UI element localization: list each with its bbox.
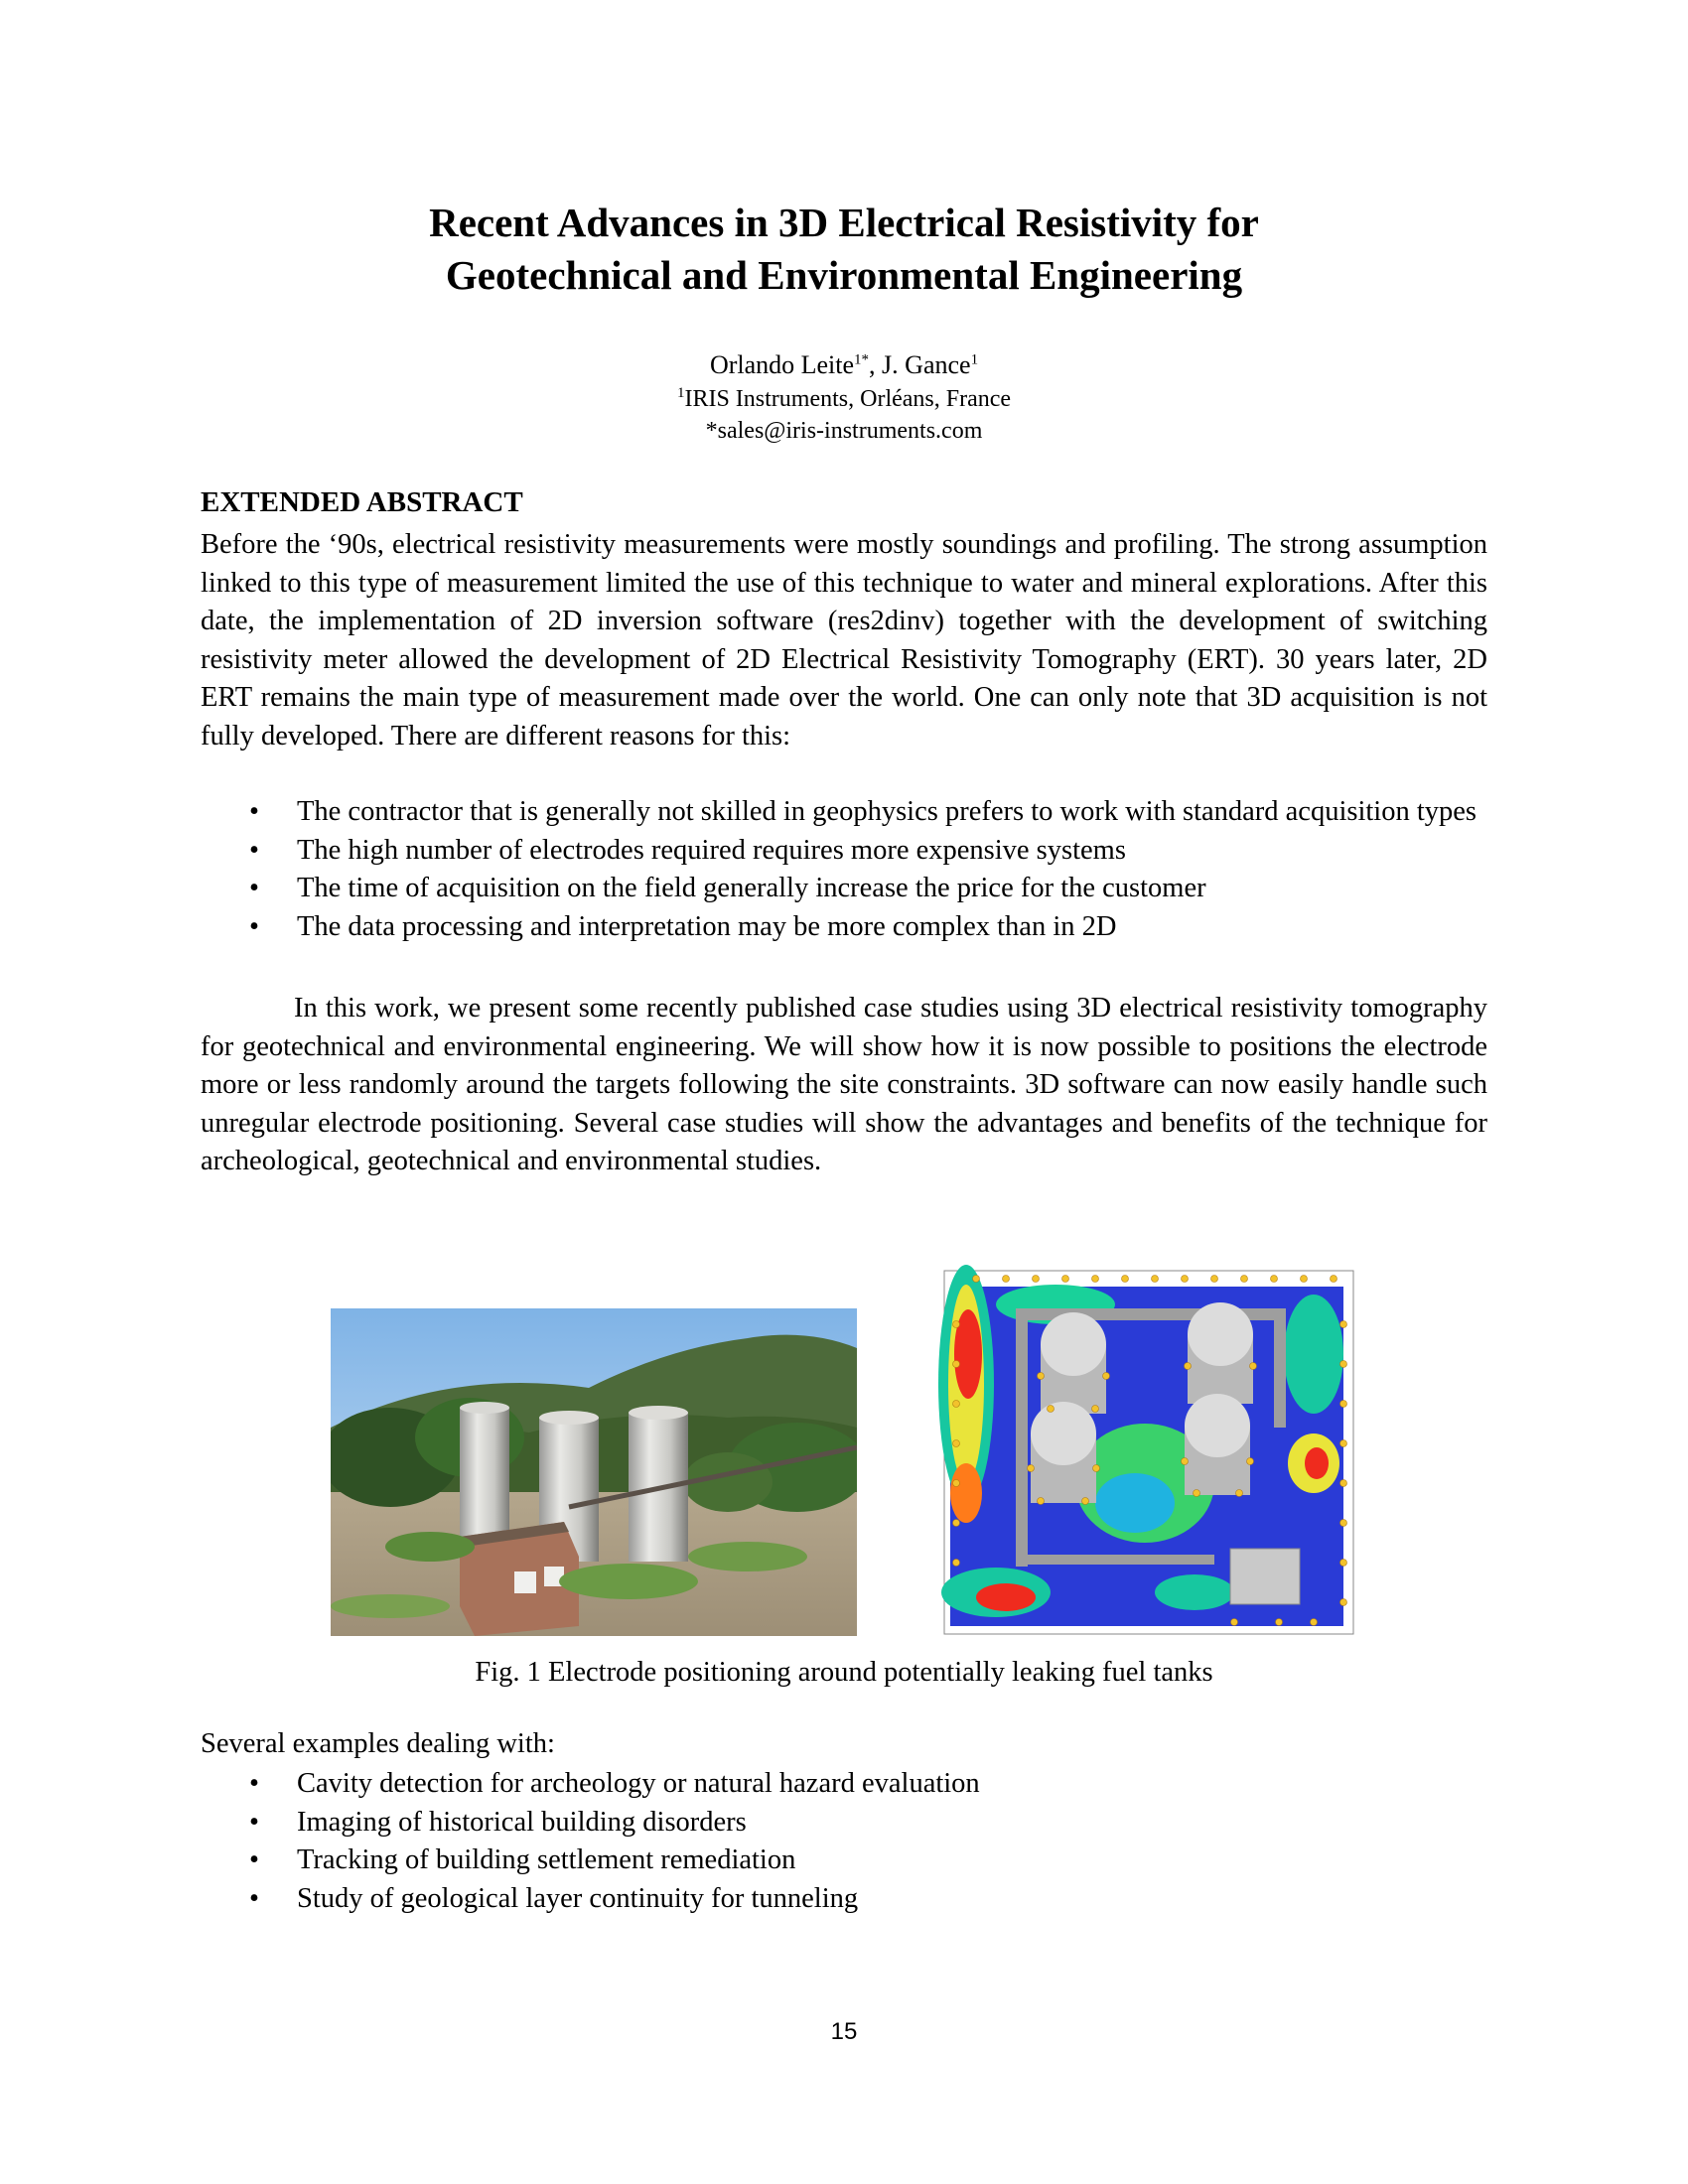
bullet-icon: • [249, 834, 259, 866]
reasons-bullet-list [201, 793, 1487, 946]
list-item-text: The high number of electrodes required requires more expensive systems [297, 834, 1126, 866]
author-separator: , [869, 350, 883, 379]
examples-intro [201, 1725, 1487, 1764]
list-item [201, 1765, 1487, 1804]
paragraph-text: Before the ‘90s, electrical resistivity measurements were mostly soundings and profiling. The strong assumption linked to this type of measurement limited the use of this technique to water and mineral explorations. After this date, the implementation of 2D inversion software (res2dinv) together with the development of switching resistivity meter allowed the development of 2D Electrical Resistivity Tomography (ERT). 30 years later, 2D ERT remains the main type of measurement made over the world. One can only note that 3D acquisition is not fully developed. There are different reasons for this: [201, 529, 1487, 751]
list-item [201, 793, 1487, 832]
author-name: Orlando Leite [709, 350, 855, 379]
list-item-text: The data processing and interpretation may be more complex than in 2D [297, 910, 1117, 942]
affiliation-superscript: 1 [676, 385, 685, 401]
bullet-icon: • [249, 1844, 259, 1875]
author-name: J. Gance [882, 350, 971, 379]
list-item-text: The contractor that is generally not skilled in geophysics prefers to work with standard acquisition types [297, 796, 1477, 827]
list-item-text: Tracking of building settlement remediation [297, 1844, 796, 1875]
affiliation [199, 384, 1489, 414]
list-item-text: Imaging of historical building disorders [297, 1806, 747, 1838]
list-item [201, 908, 1487, 947]
title-line-2: Geotechnical and Environmental Engineering [445, 252, 1243, 298]
list-item [201, 1880, 1487, 1919]
bullet-icon: • [249, 1882, 259, 1914]
abstract-paragraph-2 [201, 990, 1487, 1181]
list-item-text: Cavity detection for archeology or natural hazard evaluation [297, 1768, 980, 1799]
list-item [201, 870, 1487, 908]
contact-email: *sales@iris-instruments.com [705, 418, 983, 444]
section-heading: EXTENDED ABSTRACT [201, 486, 523, 518]
fuel-tanks-photo [331, 1308, 857, 1636]
affiliation-text: IRIS Instruments, Orléans, France [684, 386, 1012, 412]
paragraph-text: Several examples dealing with: [201, 1728, 555, 1759]
author-superscript: 1* [854, 351, 870, 368]
abstract-paragraph-1 [201, 526, 1487, 755]
paragraph-text: In this work, we present some recently published case studies using 3D electrical resistivity tomography for geotechnical and environmental engineering. We will show how it is now possible to positions the electrode more or less randomly around the targets following the site constraints. 3D software can now easily handle such unregular electrode positioning. Several case studies will show the advantages and benefits of the technique for archeological, geotechnical and environmental studies. [201, 993, 1487, 1176]
list-item-text: The time of acquisition on the field generally increase the price for the customer [297, 873, 1206, 903]
list-item [201, 1842, 1487, 1880]
bullet-icon: • [249, 873, 259, 903]
bullet-icon: • [249, 796, 259, 827]
list-item [201, 1804, 1487, 1843]
bullet-icon: • [249, 910, 259, 942]
list-item-text: Study of geological layer continuity for tunneling [297, 1882, 859, 1914]
author-list [199, 349, 1489, 381]
page-number: 15 [830, 2018, 858, 2045]
resistivity-map [936, 1265, 1359, 1642]
list-item [201, 832, 1487, 871]
author-superscript: 1 [970, 351, 979, 368]
bullet-icon: • [249, 1806, 259, 1838]
examples-bullet-list [201, 1765, 1487, 1918]
figure-caption: Fig. 1 Electrode positioning around potentially leaking fuel tanks [475, 1657, 1213, 1688]
bullet-icon: • [249, 1768, 259, 1799]
paper-title [199, 197, 1489, 302]
title-line-1: Recent Advances in 3D Electrical Resistivity for [429, 200, 1259, 245]
